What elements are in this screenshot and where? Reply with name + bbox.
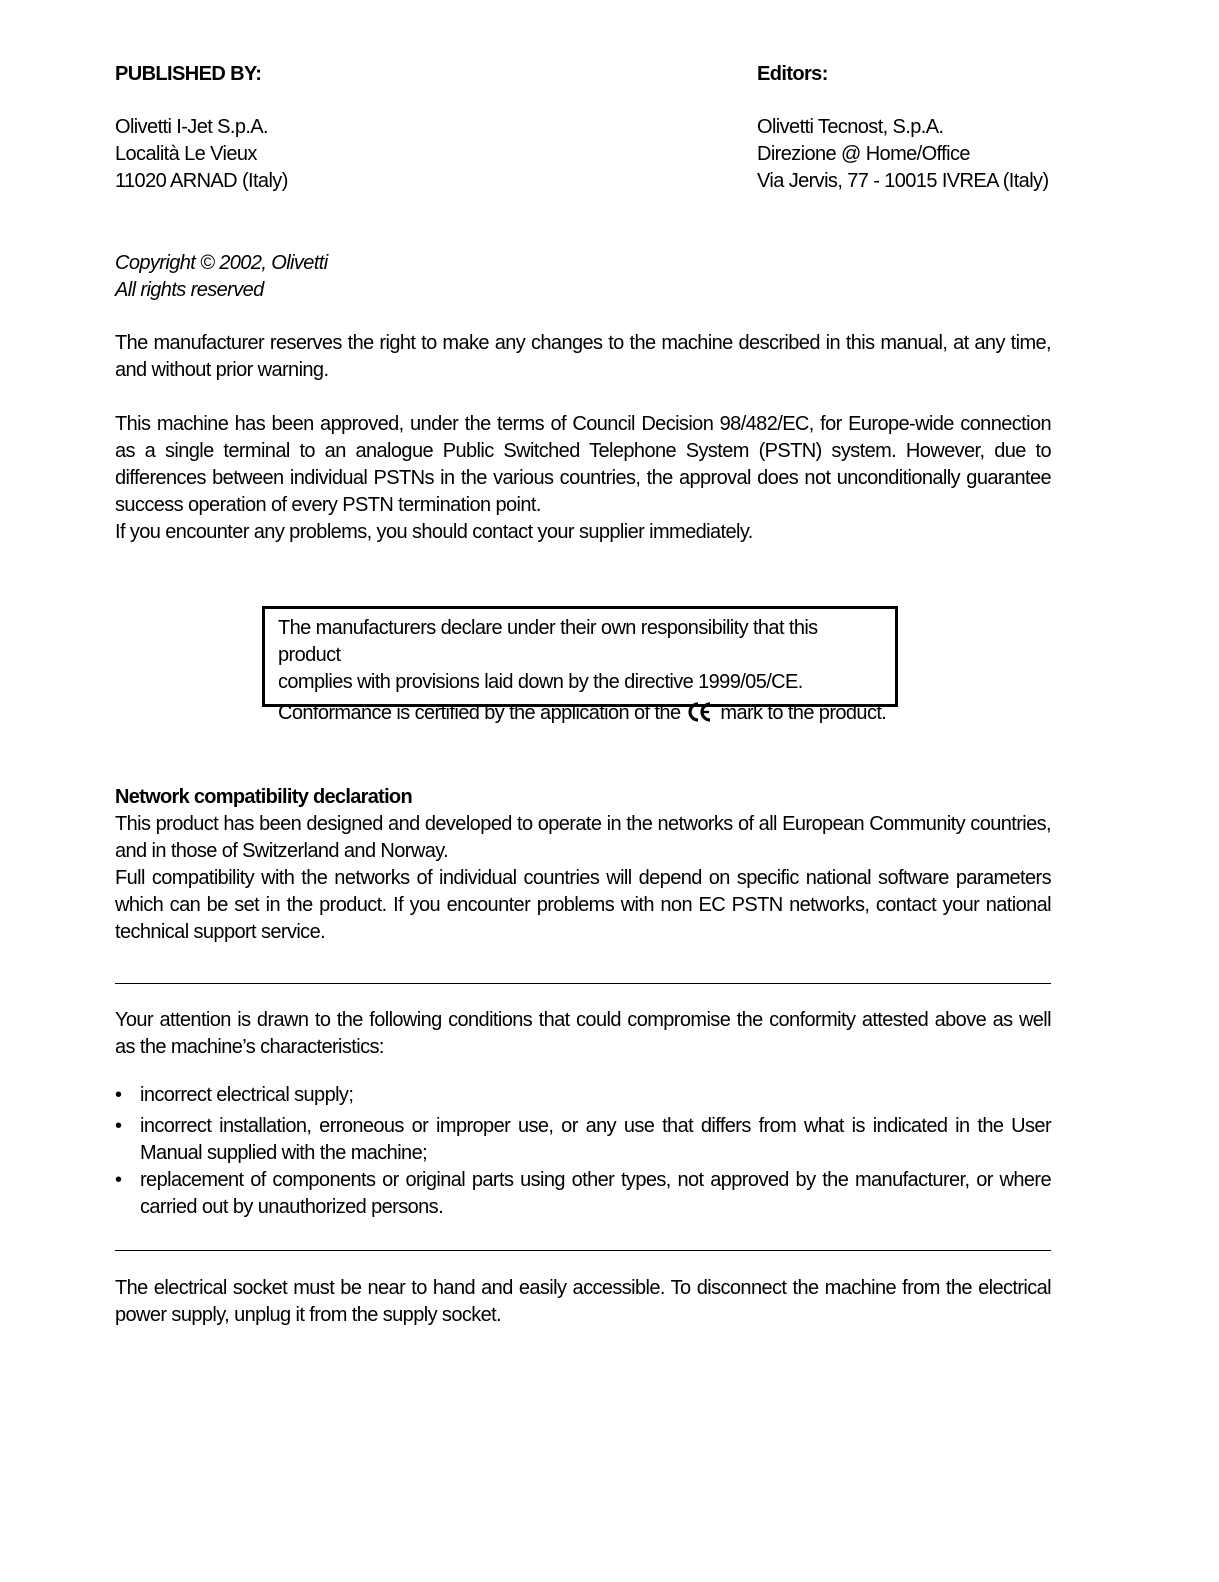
list-item [115, 1082, 1051, 1109]
list-item [115, 1113, 1051, 1167]
network-paragraph: This product has been designed and developed to operate in the networks of all European Community countries, and in those of Switzerland and Norway. [115, 813, 1051, 862]
editors-heading: Editors: [757, 63, 828, 85]
list-item-text: replacement of components or original parts using other types, not approved by the manufacturer, or where carried out by unauthorized persons. [140, 1169, 1051, 1218]
bullet-icon: • [115, 1169, 122, 1191]
list-item-text: incorrect electrical supply; [140, 1084, 354, 1106]
bullet-icon: • [115, 1115, 122, 1137]
list-item [115, 1167, 1051, 1221]
conditions-list [115, 1082, 1051, 1221]
divider [115, 983, 1051, 984]
publisher-address-line: Olivetti I-Jet S.p.A. [115, 116, 269, 138]
attention-intro: Your attention is drawn to the following conditions that could compromise the conformity attested above as well as the machine’s characteristics: [115, 1009, 1051, 1058]
bullet-icon: • [115, 1084, 122, 1106]
editors-address-line: Olivetti Tecnost, S.p.A. [757, 116, 944, 138]
ce-mark-icon [687, 701, 713, 731]
copyright-notice [115, 250, 328, 304]
socket-notice: The electrical socket must be near to hand and easily accessible. To disconnect the machine from the electrical power supply, unplug it from the supply socket. [115, 1277, 1051, 1326]
editors-address-line: Direzione @ Home/Office [757, 143, 970, 165]
contact-paragraph: If you encounter any problems, you should contact your supplier immediately. [115, 521, 753, 543]
editors-block [757, 61, 1157, 195]
editors-address [757, 114, 1157, 195]
network-compatibility-section [115, 784, 1051, 946]
declaration-line: complies with provisions laid down by the directive 1999/05/CE. [278, 671, 803, 693]
copyright-line: Copyright © 2002, Olivetti [115, 252, 328, 274]
publisher-heading: PUBLISHED BY: [115, 63, 262, 85]
editors-address-line: Via Jervis, 77 - 10015 IVREA (Italy) [757, 170, 1049, 192]
rights-reserved-line: All rights reserved [115, 279, 264, 301]
divider [115, 1250, 1051, 1251]
declaration-line [278, 700, 887, 731]
network-heading: Network compatibility declaration [115, 786, 412, 808]
declaration-line: The manufacturers declare under their own responsibility that this product [278, 617, 818, 666]
list-item-text: incorrect installation, erroneous or improper use, or any use that differs from what is indicated in the User Manual supplied with the machine; [140, 1115, 1051, 1164]
publisher-address-line: Località Le Vieux [115, 143, 257, 165]
changes-paragraph: The manufacturer reserves the right to make any changes to the machine described in this manual, at any time, and without prior warning. [115, 332, 1051, 381]
publisher-block [115, 61, 675, 195]
declaration-text: mark to the product. [720, 702, 887, 724]
publisher-address-line: 11020 ARNAD (Italy) [115, 170, 288, 192]
declaration-text: Conformance is certified by the application of the [278, 702, 681, 724]
conformity-declaration-box [262, 606, 898, 724]
approval-paragraph: This machine has been approved, under the terms of Council Decision 98/482/EC, for Europe-wide connection as a single terminal to an analogue Public Switched Telephone System (PSTN) system. However, due to differences between individual PSTNs in the various countries, the approval does not unconditionally guarantee success operation of every PSTN termination point. [115, 413, 1051, 516]
publisher-address [115, 114, 675, 195]
network-paragraph: Full compatibility with the networks of individual countries will depend on specific national software parameters which can be set in the product. If you encounter problems with non EC PSTN networks, contact your national technical support service. [115, 867, 1051, 943]
